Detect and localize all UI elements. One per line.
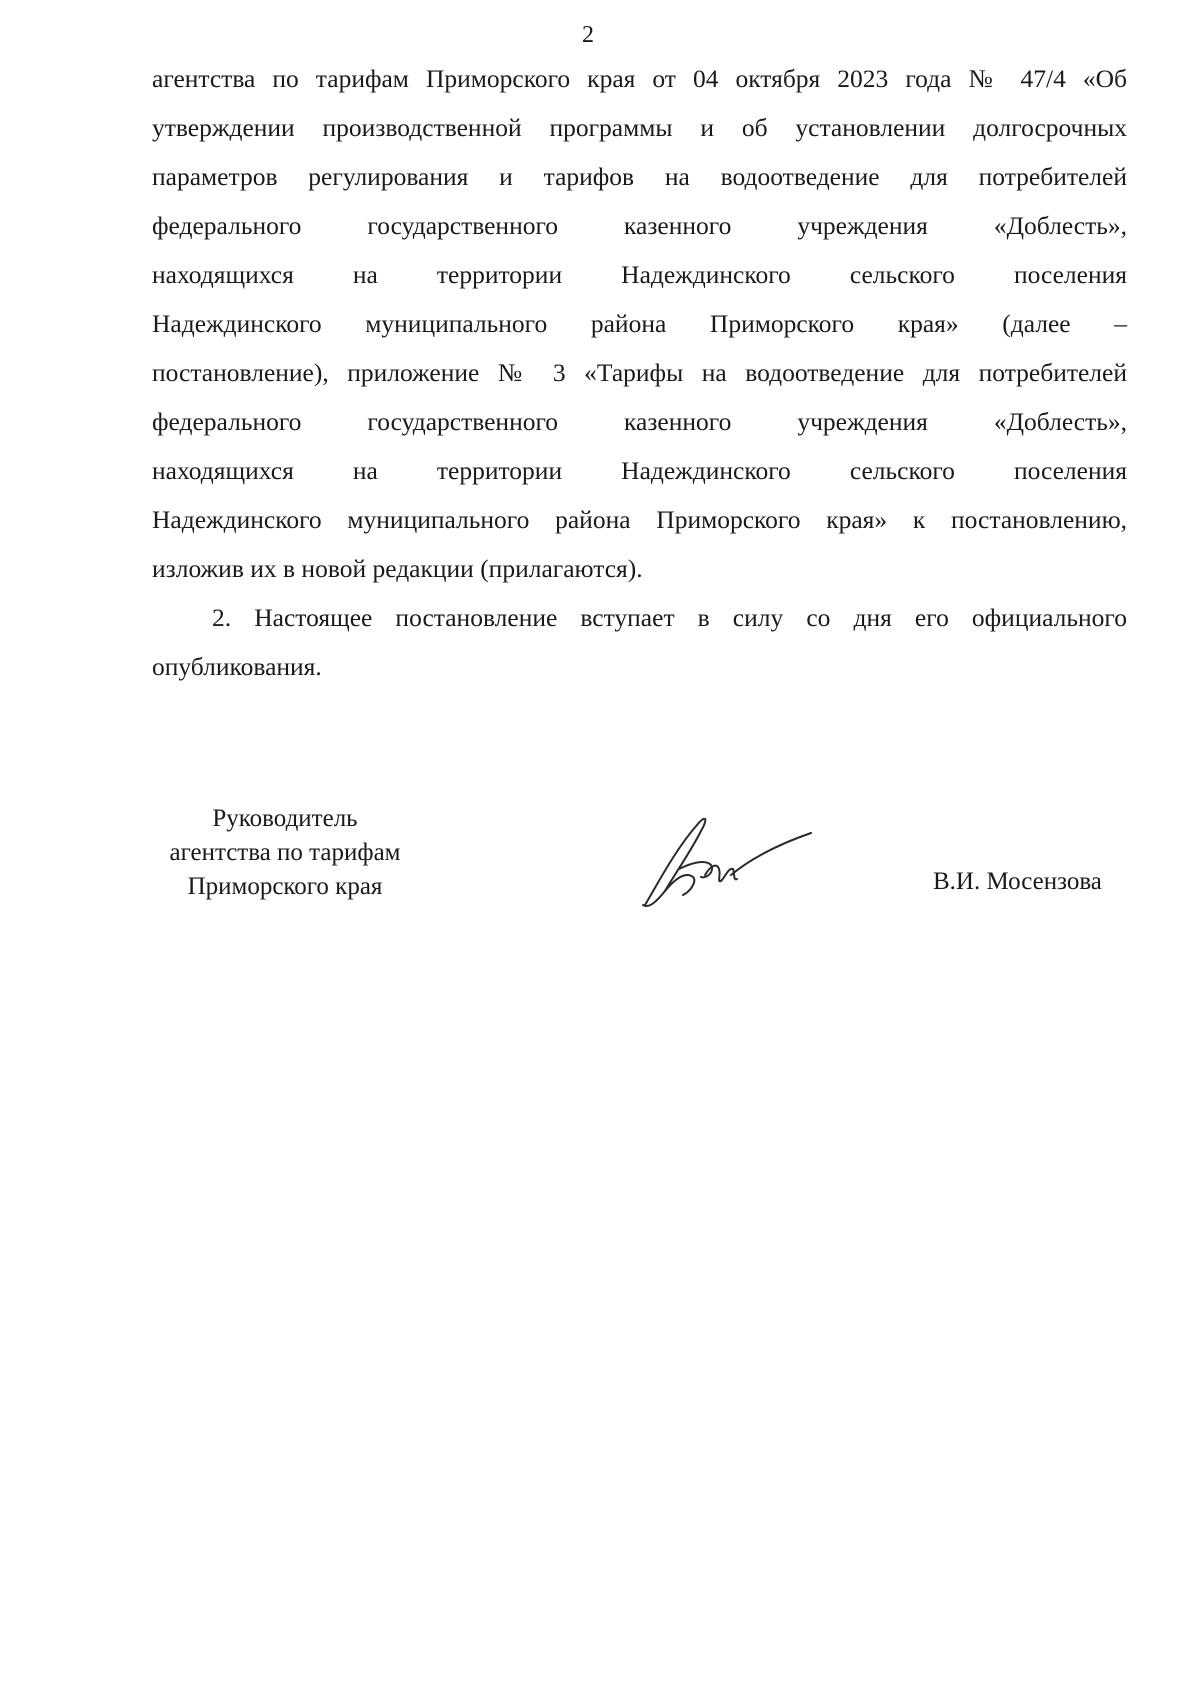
body-line: изложив их в новой редакции (прилагаются). [152, 554, 643, 583]
signatory-title-line: Приморского края [187, 873, 383, 900]
signatory-title-line: Руководитель [212, 805, 358, 832]
body-line: Надеждинского муниципального района Приморского края» к постановлению, [152, 505, 1127, 534]
body-line: федерального государственного казенного учреждения «Доблесть», [152, 211, 1127, 240]
body-line: находящихся на территории Надеждинского сельского поселения [152, 260, 1127, 289]
item-2-line: опубликования. [152, 652, 322, 681]
body-line: Надеждинского муниципального района Приморского края» (далее – [152, 309, 1127, 338]
signer-name: В.И. Мосензова [933, 868, 1102, 895]
body-line: утверждении производственной программы и об установлении долгосрочных [152, 113, 1127, 142]
signatory-title-line: агентства по тарифам [169, 839, 401, 866]
signatory-title [140, 802, 430, 904]
page-number: 2 [582, 22, 594, 48]
body-line: федерального государственного казенного учреждения «Доблесть», [152, 407, 1127, 436]
body-line: параметров регулирования и тарифов на водоотведение для потребителей [152, 162, 1127, 191]
body-line: находящихся на территории Надеждинского сельского поселения [152, 456, 1127, 485]
item-2-line: 2. Настоящее постановление вступает в силу со дня его официального [212, 603, 1127, 632]
body-line: постановление), приложение № 3 «Тарифы на водоотведение для потребителей [152, 358, 1127, 387]
handwritten-signature [635, 805, 815, 915]
body-line: агентства по тарифам Приморского края от 04 октября 2023 года № 47/4 «Об [152, 64, 1127, 93]
